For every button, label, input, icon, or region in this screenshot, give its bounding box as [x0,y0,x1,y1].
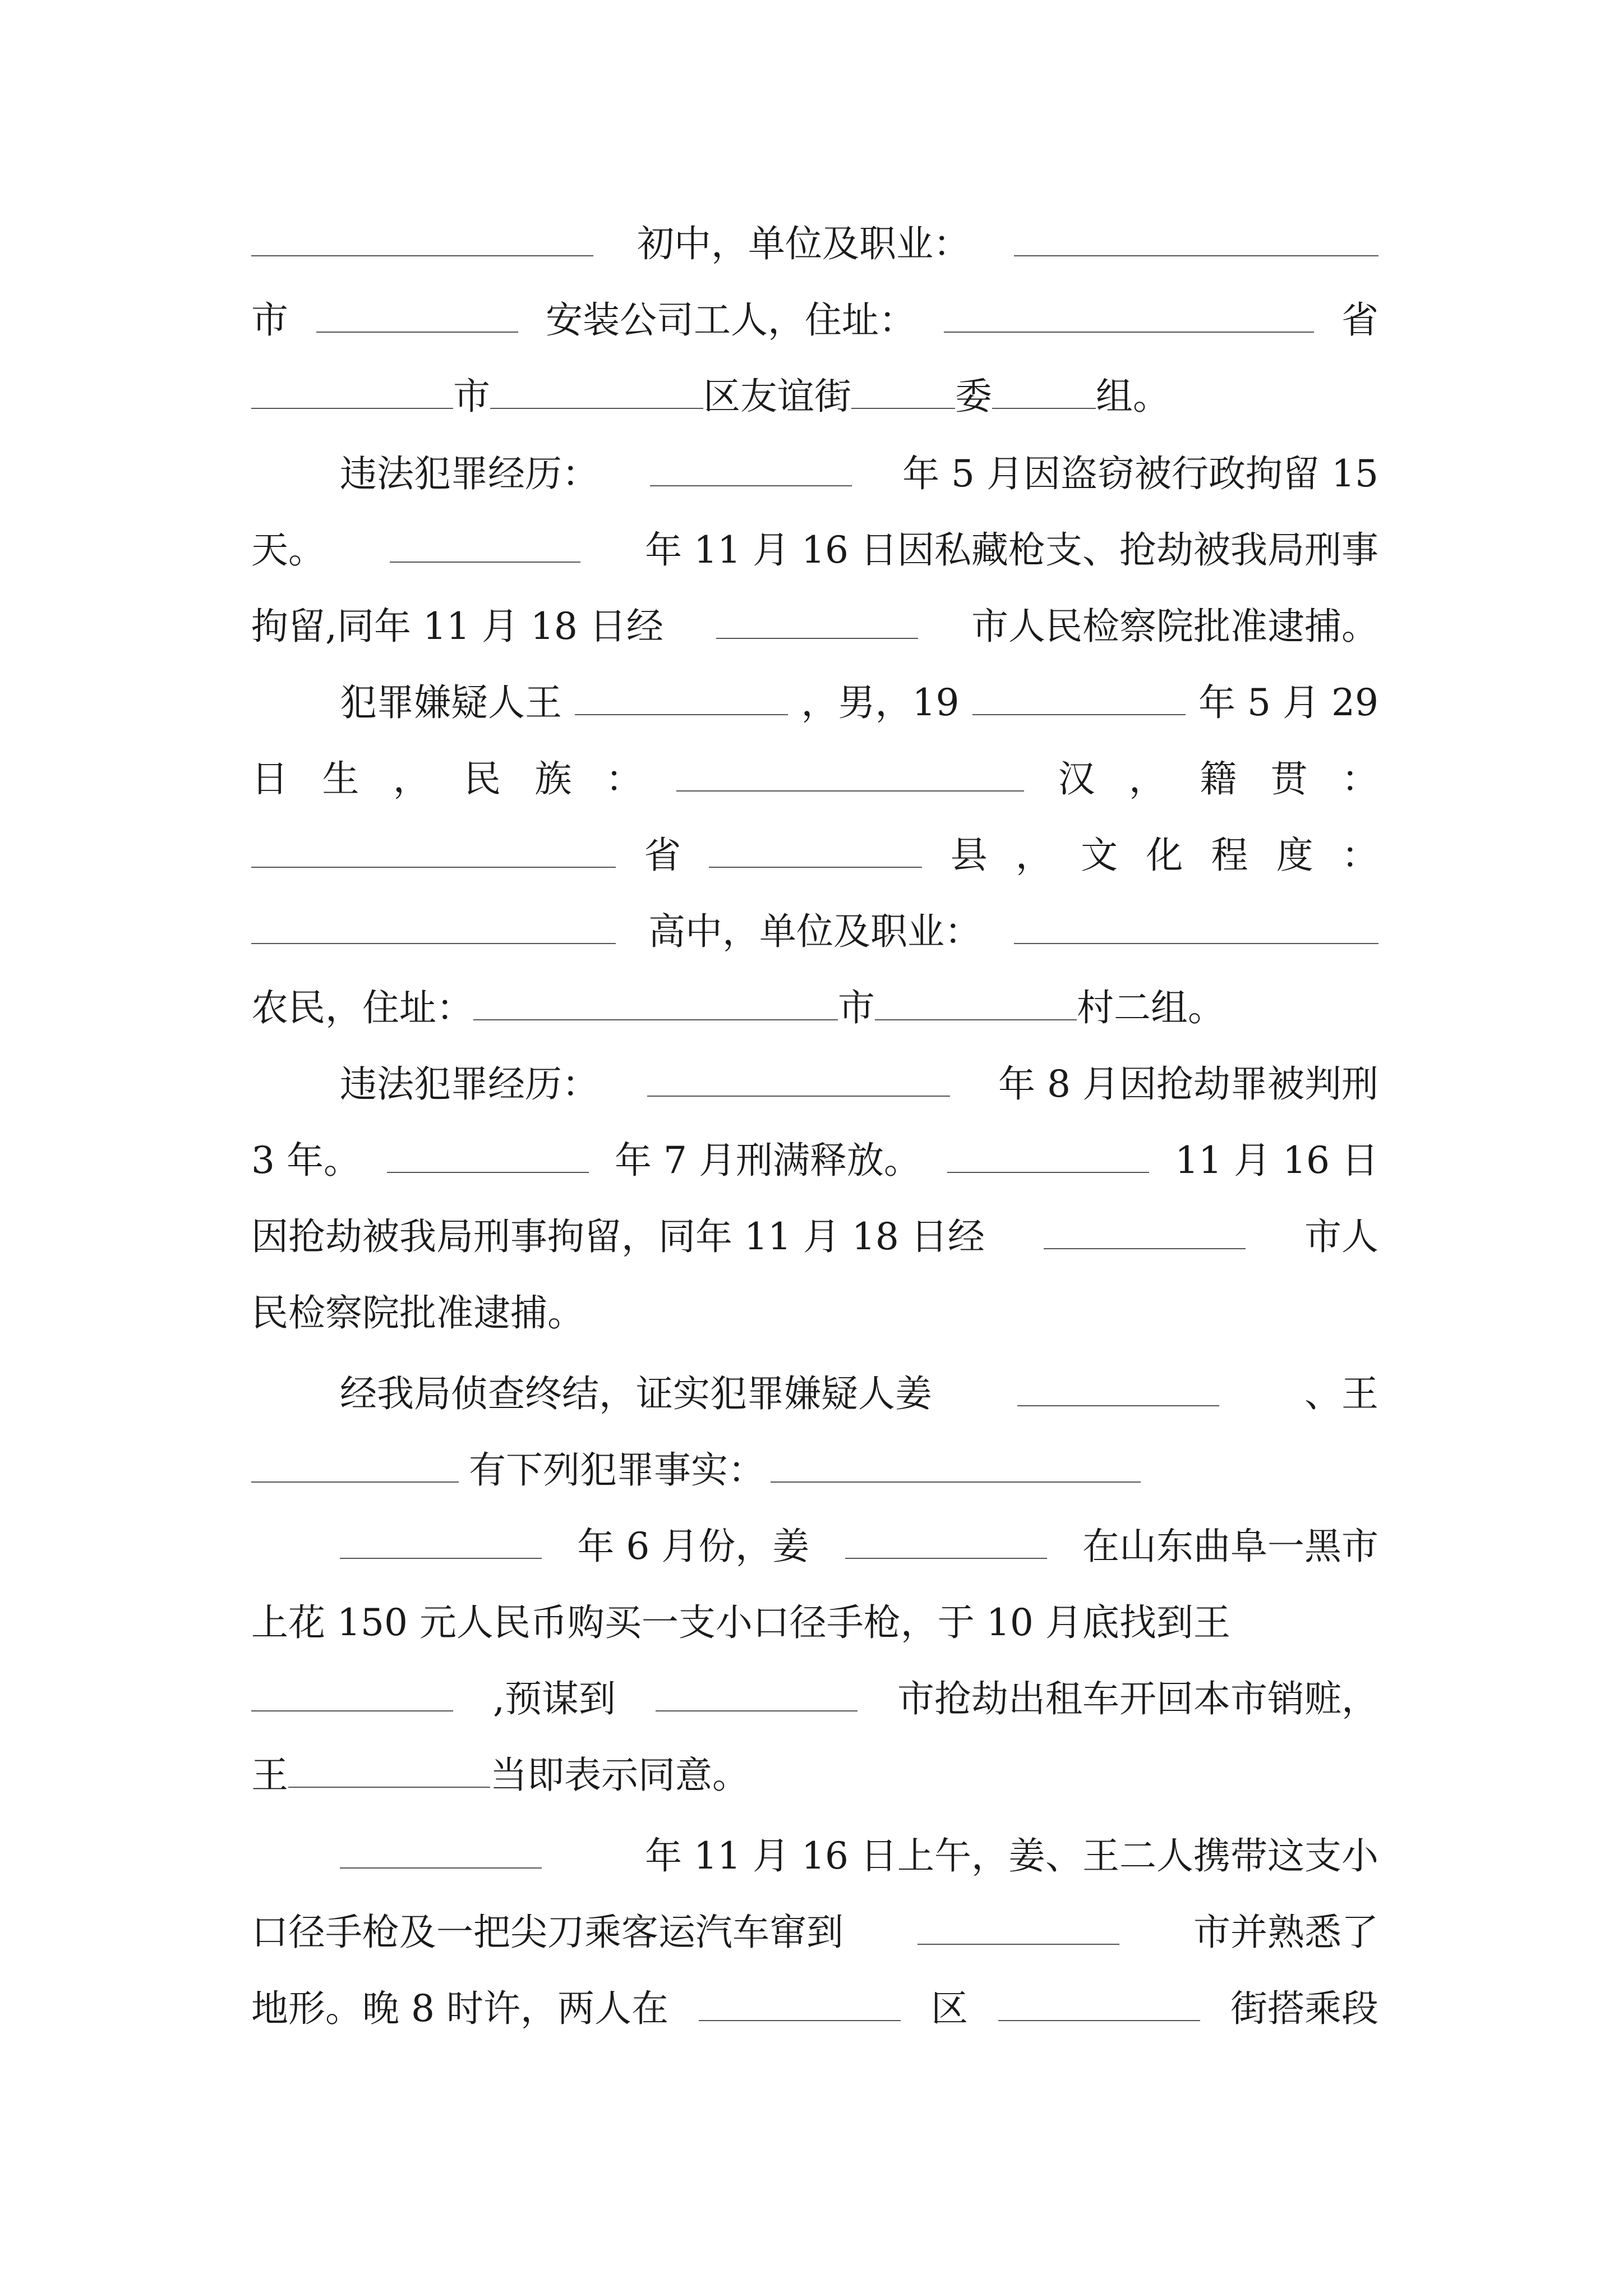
text-segment: 市抢劫出租车开回本市销赃， [897,1677,1378,1720]
blank-field [575,679,788,715]
text-segment: 籍 [1200,757,1237,800]
text-segment: 化 [1146,834,1183,877]
text-line [251,519,1378,581]
text-segment: 年 11 月 16 日因私藏枪支、抢劫被我局刑事 [645,528,1378,572]
text-segment: 度 [1276,834,1313,877]
text-segment: 地形。晚 8 时许，两人在 [251,1987,668,2030]
text-line [251,1668,1378,1730]
text-line [251,289,1378,351]
blank-field [845,1523,1047,1559]
blank-field [944,297,1314,333]
text-segment: 省 [644,834,681,877]
text-segment: ， [393,757,430,800]
text-segment: 汉 [1058,757,1095,800]
blank-field [656,1676,857,1711]
blank-field [972,679,1186,715]
text-segment: ， [1015,834,1053,877]
blank-field [251,220,593,256]
text-segment: 当即表示同意。 [490,1754,749,1797]
blank-field [316,297,518,333]
text-segment: 年 11 月 16 日上午，姜、王二人携带这支小 [645,1834,1378,1878]
text-segment: 天。 [251,528,325,572]
text-segment: 文 [1081,834,1118,877]
text-segment: ,预谋到 [493,1677,616,1720]
text-segment: 初中，单位及职业： [637,222,970,265]
text-segment: 在山东曲阜一黑市 [1082,1525,1378,1568]
blank-field [709,832,922,868]
text-segment: 农民，住址： [251,986,473,1029]
text-segment: 11 月 16 日 [1175,1139,1378,1182]
text-segment: 程 [1211,834,1248,877]
text-segment: 日 [251,757,288,800]
text-segment: 市人 [1304,1215,1378,1258]
text-segment: 街搭乘段 [1230,1987,1378,2030]
text-segment: 村二组。 [1077,986,1225,1029]
text-segment: 市 [838,986,875,1029]
text-segment: 安装公司工人，住址： [546,298,916,342]
text-segment: 市 [453,375,490,418]
text-segment: 高中，单位及职业： [648,910,981,953]
text-line [251,213,1378,275]
text-segment: 市人民检察院批准逮捕。 [971,605,1378,648]
text-segment: ： [605,757,643,800]
text-line [340,1053,1378,1115]
text-segment: 年 6 月份，姜 [577,1525,810,1568]
blank-field [251,1676,453,1711]
blank-field [716,603,918,639]
text-line [340,443,1378,505]
text-segment: 王 [251,1754,288,1797]
text-segment: 民检察院批准逮捕。 [251,1291,584,1335]
text-segment: 省 [1341,298,1378,342]
text-line [251,1592,1378,1654]
text-segment: 民 [464,757,501,800]
text-segment: 区友谊街 [703,375,851,418]
text-segment: 年 5 月 29 [1198,681,1378,724]
text-line [340,1825,1378,1887]
text-line [340,1363,1378,1425]
text-segment: ，男，19 [801,681,960,724]
text-segment: 年 8 月因抢劫罪被判刑 [998,1062,1378,1106]
text-segment: 市并熟悉了 [1193,1911,1378,1954]
text-segment: 县 [950,834,988,877]
text-segment: 委 [955,375,992,418]
text-line [251,1439,1378,1501]
blank-field [647,1061,950,1097]
blank-field [676,756,1024,792]
text-line [251,1282,1378,1344]
text-segment: 经我局侦查终结，证实犯罪嫌疑人姜 [340,1372,932,1415]
blank-field [650,450,852,486]
text-line [251,596,1378,657]
blank-field [917,1909,1119,1945]
blank-field [1014,908,1378,944]
blank-field [992,373,1096,409]
text-segment: 年 5 月因盗窃被行政拘留 15 [902,452,1378,495]
blank-field [490,373,703,409]
blank-field [340,1833,542,1869]
text-line [251,901,1378,963]
text-segment: 族 [534,757,572,800]
text-line [340,1516,1378,1577]
text-segment: 违法犯罪经历： [340,1062,599,1106]
text-line [251,1745,1378,1806]
blank-field [875,984,1077,1020]
blank-field [340,1523,542,1559]
blank-field [390,527,580,563]
blank-field [771,1447,1141,1483]
blank-field [473,984,838,1020]
blank-field [251,1447,459,1483]
blank-field [851,373,955,409]
text-line [251,977,1378,1039]
text-line [251,1978,1378,2040]
text-line [340,672,1378,734]
text-segment: 年 7 月刑满释放。 [615,1139,921,1182]
blank-field [251,373,453,409]
text-segment: ， [1128,757,1166,800]
text-segment: 生 [322,757,359,800]
text-segment: 上花 150 元人民币购买一支小口径手枪，于 10 月底找到王 [251,1601,1230,1644]
blank-field [251,832,616,868]
text-segment: 犯罪嫌疑人王 [340,681,562,724]
blank-field [387,1137,589,1173]
blank-field [699,1985,901,2021]
blank-field [1044,1213,1246,1249]
text-line [251,1902,1378,1963]
text-segment: ： [1341,834,1378,877]
text-line [251,366,1378,427]
text-segment: ： [1341,757,1378,800]
text-segment: 市 [251,298,288,342]
text-segment: 贯 [1270,757,1308,800]
text-segment: 违法犯罪经历： [340,452,599,495]
text-segment: 口径手枪及一把尖刀乘客运汽车窜到 [251,1911,843,1954]
blank-field [947,1137,1149,1173]
text-line [251,748,1378,810]
text-segment: 拘留,同年 11 月 18 日经 [251,605,663,648]
text-segment: 因抢劫被我局刑事拘留，同年 11 月 18 日经 [251,1215,985,1258]
text-segment: 区 [930,1987,968,2030]
text-segment: 有下列犯罪事实： [469,1448,765,1492]
blank-field [998,1985,1200,2021]
text-segment: 、王 [1304,1372,1378,1415]
blank-field [1014,220,1378,256]
text-segment: 组。 [1096,375,1170,418]
blank-field [251,908,616,944]
text-line [251,1206,1378,1268]
text-line [251,1130,1378,1191]
text-segment: 3 年。 [251,1139,361,1182]
blank-field [1017,1370,1219,1406]
blank-field [288,1752,490,1788]
text-line [251,825,1378,886]
